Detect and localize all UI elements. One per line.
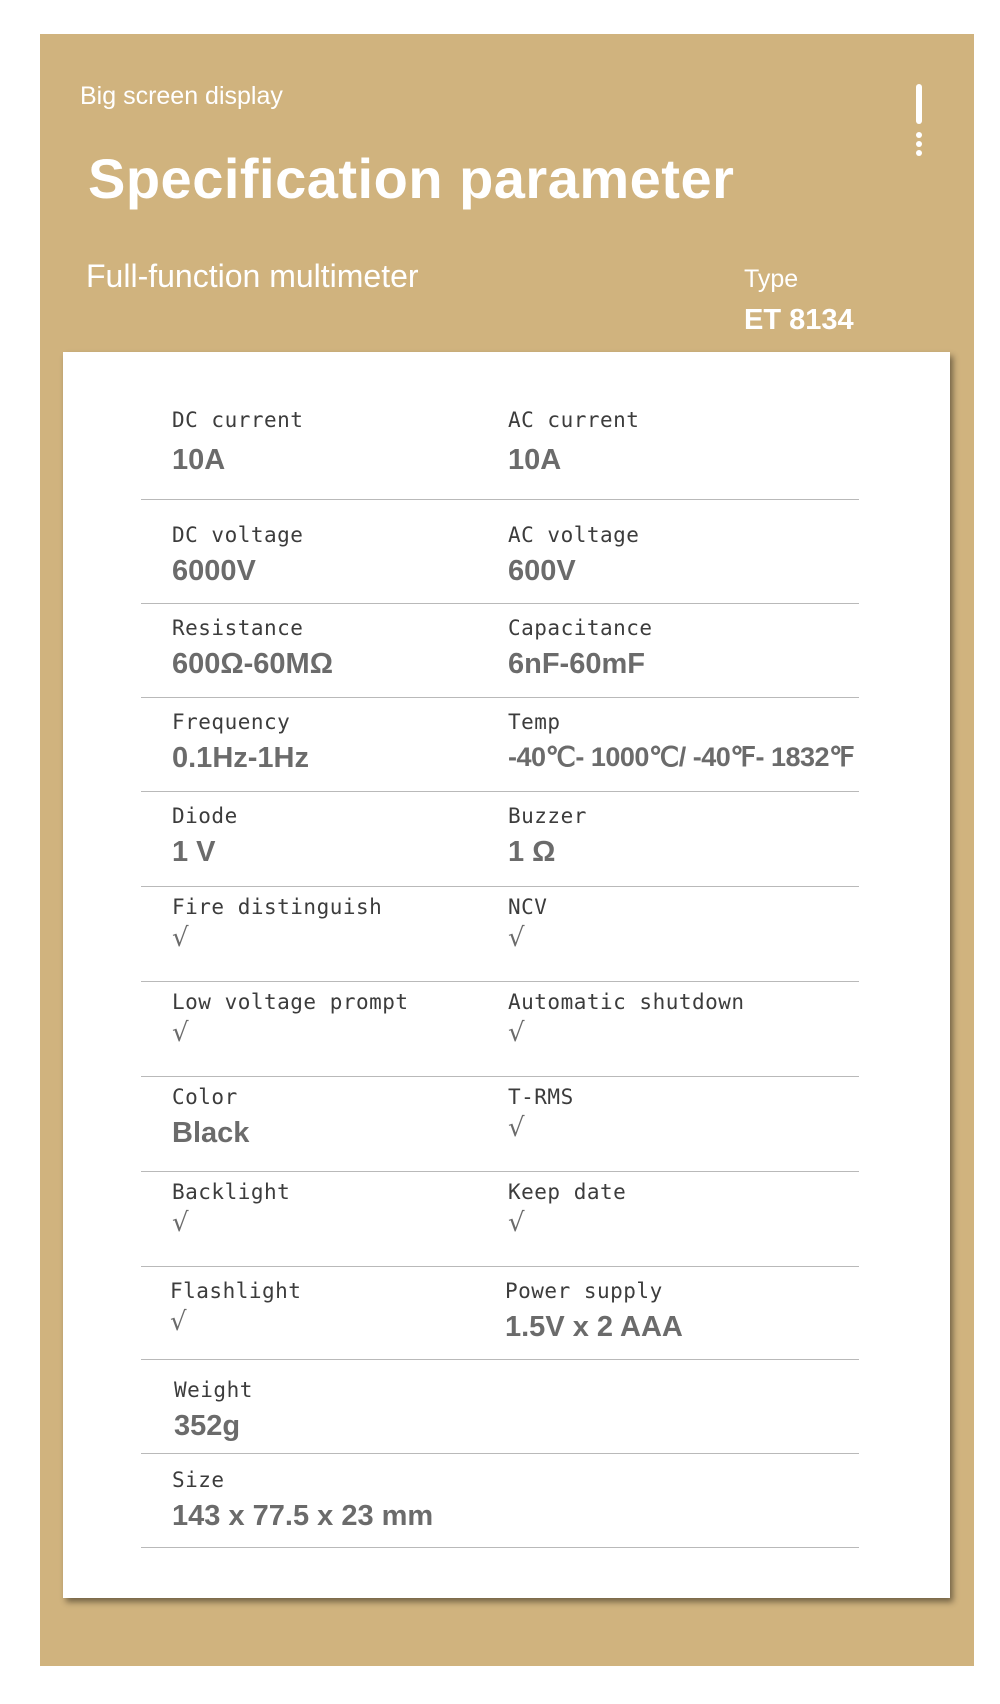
type-value: ET 8134 (744, 304, 854, 336)
header-kicker: Big screen display (80, 82, 283, 110)
spec-label: AC voltage (508, 523, 640, 547)
spec-label: DC voltage (172, 523, 304, 547)
spec-label: DC current (172, 408, 304, 432)
spec-label: Fire distinguish (172, 895, 383, 919)
check-icon: √ (172, 1208, 189, 1238)
check-icon: √ (508, 923, 525, 953)
spec-item-fire-distinguish (172, 895, 382, 953)
spec-label: Automatic shutdown (508, 990, 745, 1014)
spec-item-power-supply (505, 1279, 683, 1344)
spec-label: Diode (172, 804, 238, 828)
check-icon: √ (508, 1113, 525, 1143)
spec-item-weight (174, 1378, 253, 1443)
spec-item-automatic-shutdown (508, 990, 745, 1048)
spec-item-dc-current (172, 408, 303, 477)
spec-item-ac-current (508, 408, 639, 477)
spec-item-low-voltage-prompt (172, 990, 409, 1048)
spec-value: 352g (174, 1410, 241, 1442)
spec-value: 10A (172, 444, 226, 476)
decoration-dot (916, 141, 922, 147)
spec-row (141, 499, 859, 604)
spec-row (141, 404, 859, 500)
spec-label: Keep date (508, 1180, 627, 1204)
spec-label: Flashlight (170, 1279, 302, 1303)
spec-value: 1 Ω (508, 836, 556, 868)
spec-item-t-rms (508, 1085, 574, 1143)
spec-row (141, 887, 859, 982)
spec-value: 600Ω-60MΩ (172, 648, 333, 680)
spec-value: 600V (508, 555, 576, 587)
spec-value: 1.5V x 2 AAA (505, 1311, 683, 1343)
spec-row (141, 1267, 859, 1360)
spec-label: Power supply (505, 1279, 663, 1303)
check-icon: √ (508, 1208, 525, 1238)
spec-row (141, 792, 859, 887)
page-title: Specification parameter (88, 147, 735, 210)
spec-label: Low voltage prompt (172, 990, 409, 1014)
spec-row (141, 1172, 859, 1267)
check-icon: √ (170, 1307, 187, 1337)
spec-value: 0.1Hz-1Hz (172, 742, 309, 774)
spec-label: Capacitance (508, 616, 653, 640)
decoration-bar (916, 84, 922, 124)
spec-item-keep-date (508, 1180, 626, 1238)
spec-item-diode (172, 804, 238, 869)
spec-label: Color (172, 1085, 238, 1109)
spec-label: AC current (508, 408, 640, 432)
spec-label: Weight (174, 1378, 253, 1402)
spec-item-buzzer (508, 804, 587, 869)
spec-row (141, 1077, 859, 1172)
spec-item-ncv (508, 895, 547, 953)
spec-label: Temp (508, 710, 561, 734)
check-icon: √ (172, 923, 189, 953)
page-subtitle: Full-function multimeter (86, 258, 419, 294)
spec-label: T-RMS (508, 1085, 574, 1109)
spec-value: 143 x 77.5 x 23 mm (172, 1500, 434, 1532)
spec-row (141, 982, 859, 1077)
spec-item-frequency (172, 710, 309, 775)
spec-value: 6000V (172, 555, 256, 587)
spec-item-capacitance (508, 616, 653, 681)
spec-row (141, 698, 859, 792)
spec-label: Buzzer (508, 804, 587, 828)
spec-row (141, 604, 859, 698)
spec-row (141, 1360, 859, 1454)
spec-item-ac-voltage (508, 523, 639, 588)
decoration-dot (916, 132, 922, 138)
spec-label: Size (172, 1468, 225, 1492)
spec-value: 1 V (172, 836, 216, 868)
spec-value: Black (172, 1117, 250, 1149)
spec-value: 6nF-60mF (508, 648, 645, 680)
spec-item-temp (508, 710, 854, 773)
decoration-dot (916, 150, 922, 156)
spec-item-backlight (172, 1180, 290, 1238)
spec-item-flashlight (170, 1279, 301, 1337)
spec-item-color (172, 1085, 249, 1150)
spec-label: Backlight (172, 1180, 291, 1204)
spec-item-dc-voltage (172, 523, 303, 588)
check-icon: √ (172, 1018, 189, 1048)
spec-label: NCV (508, 895, 548, 919)
type-label: Type (744, 265, 799, 293)
spec-item-size (172, 1468, 433, 1533)
spec-label: Resistance (172, 616, 304, 640)
spec-value: 10A (508, 444, 562, 476)
spec-value: -40℃- 1000℃/ -40℉- 1832℉ (508, 742, 855, 772)
spec-row (141, 1454, 859, 1548)
spec-label: Frequency (172, 710, 291, 734)
check-icon: √ (508, 1018, 525, 1048)
spec-item-resistance (172, 616, 333, 681)
